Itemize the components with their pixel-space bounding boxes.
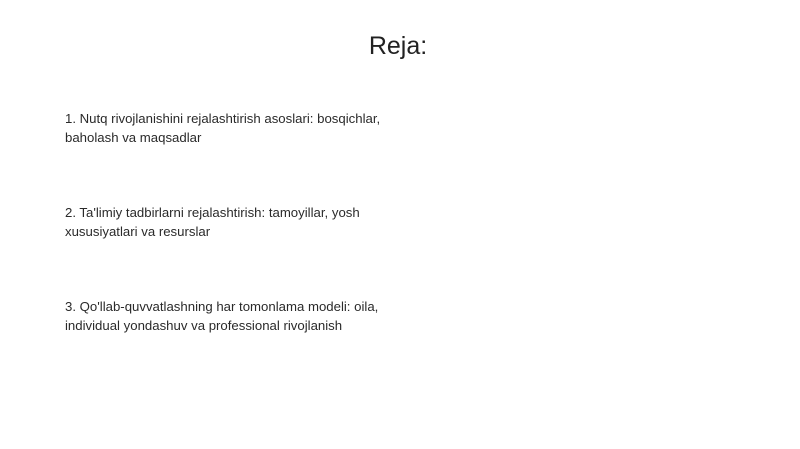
plan-item-2: 2. Ta'limiy tadbirlarni rejalashtirish: tamoyillar, yosh xususiyatlari va resurslar: [65, 205, 360, 239]
plan-item-1: 1. Nutq rivojlanishini rejalashtirish asoslari: bosqichlar, baholash va maqsadlar: [65, 111, 381, 145]
slide-title: Reja:: [368, 32, 428, 60]
plan-item-3: 3. Qo'llab-quvvatlashning har tomonlama modeli: oila, individual yondashuv va professional rivojlanish: [65, 299, 379, 333]
